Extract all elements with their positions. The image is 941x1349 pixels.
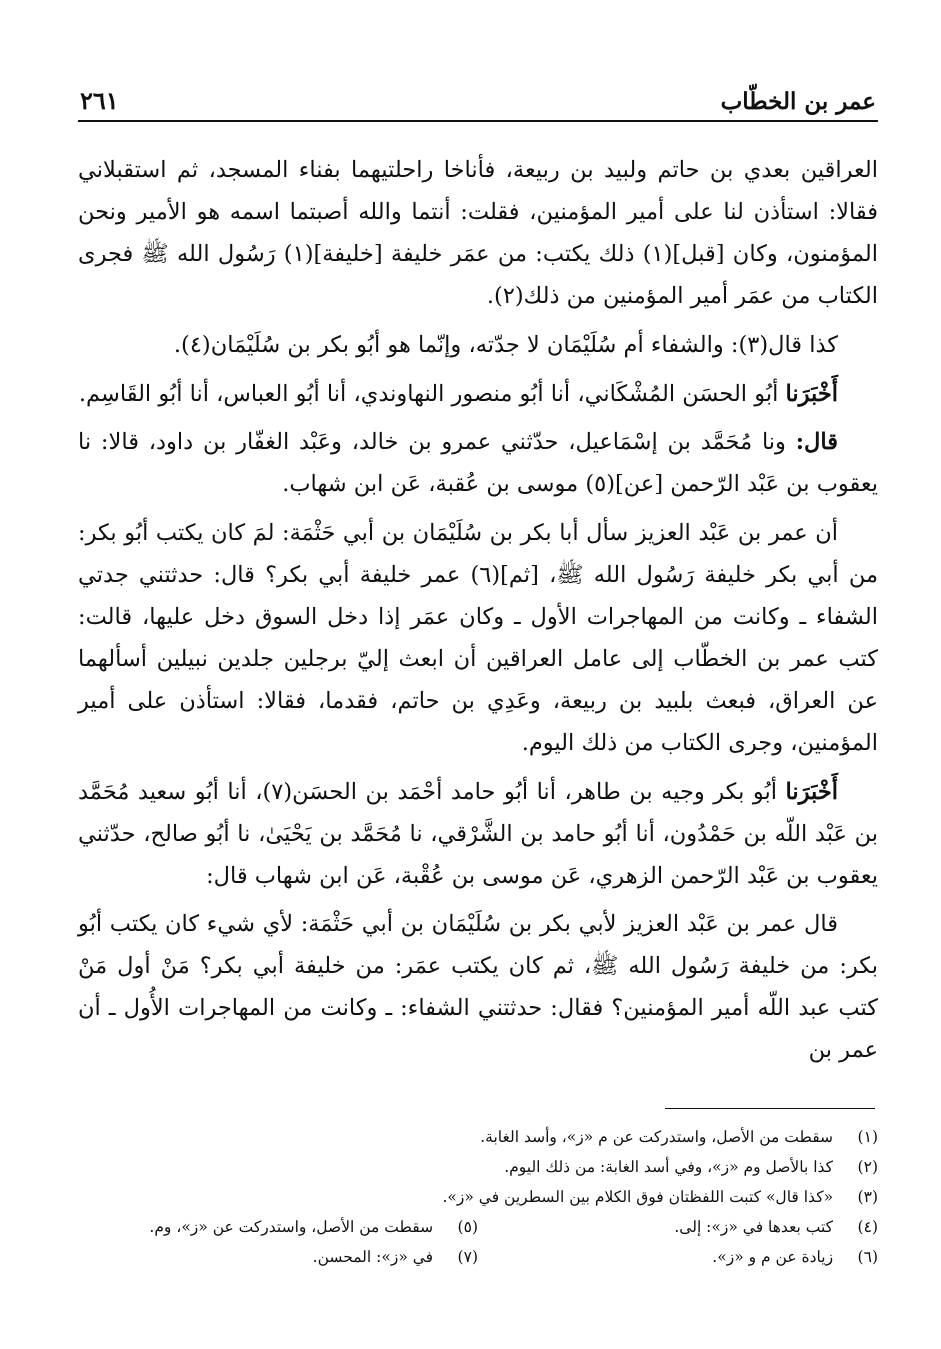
page-number: ٢٦١ xyxy=(80,86,119,115)
running-title: عمر بن الخطّاب xyxy=(720,88,876,115)
footnote-text: سقطت من الأصل، واستدركت عن م «ز»، وأسد الغابة. xyxy=(480,1128,834,1146)
paragraph-lead: أَخْبَرَنا xyxy=(785,778,838,805)
footnote-number: (٧) xyxy=(457,1248,478,1266)
paragraph xyxy=(78,772,878,898)
paragraph-text: قال عمر بن عَبْد العزيز لأبي بكر بن سُلَيْمَان بن أبي حَثْمَة: لأي شيء كان يكتب أبُو بكر: من خليفة رَسُول الله ﷺ، ثم كان يكتب عمَر: من خليفة أبي بكر؟ مَنْ أول مَنْ كتب عبد اللّه أمير المؤمنين؟ فقال: حدثتني الشفاء: ـ وكانت من المهاجرات الأُول ـ أن عمر بن xyxy=(78,911,878,1064)
footnote xyxy=(78,1212,478,1242)
footnote-number: (٥) xyxy=(457,1218,478,1236)
paragraph-text: أن عمر بن عَبْد العزيز سأل أبا بكر بن سُلَيْمَان بن أبي حَثْمَة: لمَ كان يكتب أبُو بكر: من أبي بكر خليفة رَسُول الله ﷺ، [ثم](٦) عمر خليفة أبي بكر؟ قال: حدثتني جدتي الشفاء ـ وكانت من المهاجرات الأول ـ وكان عمَر إذا دخل السوق دخل عليها، قالت: كتب عمر بن الخطّاب إلى عامل العراقين أن ابعث إليّ برجلين جلدين نبيلين أسألهما عن العراق، فبعث بلبيد بن ربيعة، وعَدِي بن حاتم، فقدما، فقالا: استأذن على أمير المؤمنين، وجرى الكتاب من ذلك اليوم. xyxy=(78,520,878,756)
footnote-number: (٣) xyxy=(857,1188,878,1206)
footnote-text: زيادة عن م و «ز». xyxy=(712,1248,834,1266)
footnote xyxy=(78,1122,878,1152)
footnote-text: في «ز»: المحسن. xyxy=(312,1248,434,1266)
footnote-number: (٤) xyxy=(857,1218,878,1236)
paragraph-text: أبُو بكر وجيه بن طاهر، أنا أبُو حامد أحْمَد بن الحسَن(٧)، أنا أبُو سعيد مُحَمَّد بن عَبْد اللّه بن حَمْدُون، أنا أبُو حامد بن الشَّرْقي، نا مُحَمَّد بن يَحْيَىٰ، نا أبُو صالح، حدّثني يعقوب بن عَبْد الرّحمن الزهري، عَن موسى بن عُقْبة، عَن ابن شهاب قال: xyxy=(78,778,878,889)
footnote-text: سقطت من الأصل، واستدركت عن «ز»، وم. xyxy=(149,1218,434,1236)
footnote xyxy=(478,1242,878,1272)
body-text xyxy=(78,150,878,1079)
paragraph-text: أبُو الحسَن المُشْكَاني، أنا أبُو منصور النهاوندي، أنا أبُو العباس، أنا أبُو القَاسِم. xyxy=(78,380,779,407)
footnote-number: (٦) xyxy=(857,1248,878,1266)
paragraph-lead: أَخْبَرَنا xyxy=(785,380,838,407)
footnote xyxy=(78,1182,878,1212)
footnote-number: (٢) xyxy=(857,1158,878,1176)
paragraph xyxy=(78,325,878,367)
paragraph xyxy=(78,150,878,318)
paragraph xyxy=(78,904,878,1072)
footnote-number: (١) xyxy=(857,1128,878,1146)
paragraph-text: العراقين بعدي بن حاتم ولبيد بن ربيعة، فأناخا راحلتيهما بفناء المسجد، ثم استقبلاني فقالا: استأذن لنا على أمير المؤمنين، فقلت: أنتما والله أصبتما اسمه هو الأمير ونحن المؤمنون، وكان [قبل](١) ذلك يكتب: من عمَر خليفة [خليفة](١) رَسُول الله ﷺ فجرى الكتاب من عمَر أمير المؤمنين من ذلك(٢). xyxy=(78,157,878,309)
paragraph xyxy=(78,374,878,416)
paragraph xyxy=(78,422,878,506)
paragraph-text: ونا مُحَمَّد بن إسْمَاعيل، حدّثني عمرو بن خالد، وعَبْد الغفّار بن داود، قالا: نا يعقوب بن عَبْد الرّحمن [عن](٥) موسى بن عُقبة، عَن ابن شهاب. xyxy=(78,429,878,498)
footnotes xyxy=(78,1122,878,1272)
footnote xyxy=(478,1212,878,1242)
footnote-text: كتب بعدها في «ز»: إلى. xyxy=(674,1218,834,1236)
footnote-text: «كذا قال» كتبت اللفظتان فوق الكلام بين السطرين في «ز». xyxy=(442,1188,834,1206)
footnote-text: كذا بالأصل وم «ز»، وفي أسد الغابة: من ذلك اليوم. xyxy=(504,1158,834,1176)
paragraph xyxy=(78,513,878,764)
footnote xyxy=(78,1152,878,1182)
footnote-separator xyxy=(665,1108,875,1109)
paragraph-lead: قال: xyxy=(795,429,839,456)
page-header xyxy=(78,80,878,122)
paragraph-text: كذا قال(٣): والشفاء أم سُلَيْمَان لا جدّته، وإنّما هو أبُو بكر بن سُلَيْمَان(٤). xyxy=(173,331,838,358)
footnote xyxy=(78,1242,478,1272)
